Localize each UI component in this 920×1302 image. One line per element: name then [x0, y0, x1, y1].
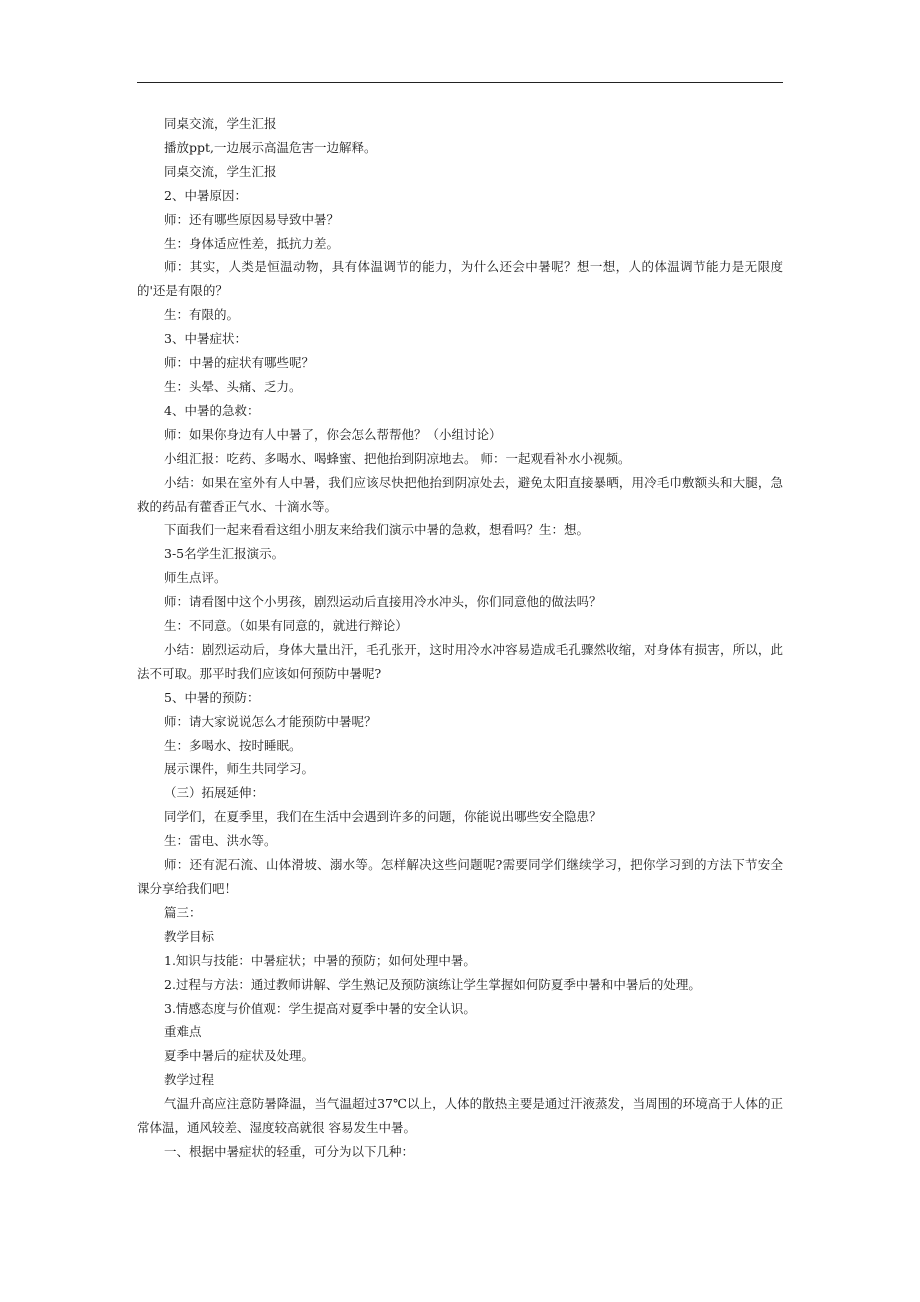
paragraph: 师：还有哪些原因易导致中暑？	[164, 211, 340, 227]
paragraph: 展示课件，师生共同学习。	[164, 761, 315, 777]
paragraph: 师生点评。	[164, 570, 227, 586]
paragraph: 师：请看图中这个小男孩，剧烈运动后直接用冷水冲头，你们同意他的做法吗？	[164, 594, 602, 610]
document-body	[137, 112, 783, 1164]
paragraph: 小结：剧烈运动后，身体大量出汗，毛孔张开，这时用冷水冲容易造成毛孔骤然收缩，对身体有损害，所以，此法不可取。那平时我们应该如何预防中暑呢?	[137, 641, 783, 681]
paragraph: 生：头晕、头痛、乏力。	[164, 378, 302, 394]
section-heading: 重难点	[164, 1024, 202, 1040]
section-heading: 篇三：	[164, 904, 202, 920]
list-item: 3.情感态度与价值观：学生提高对夏季中暑的安全认识。	[164, 1000, 476, 1016]
paragraph: 同桌交流，学生汇报	[164, 116, 277, 131]
paragraph: 同学们，在夏季里，我们在生活中会遇到许多的问题，你能说出哪些安全隐患？	[164, 809, 602, 825]
paragraph: 气温升高应注意防暑降温，当气温超过37℃以上，人体的散热主要是通过汗液蒸发，当周围的环境高于人体的正常体温，通风较差、湿度较高就很 容易发生中暑。	[137, 1096, 783, 1136]
paragraph: 生：身体适应性差，抵抗力差。	[164, 235, 340, 251]
paragraph: 生：雷电、洪水等。	[164, 833, 277, 849]
paragraph: 生：有限的。	[164, 307, 240, 323]
section-heading: 5、中暑的预防：	[164, 689, 260, 705]
header-rule	[137, 82, 783, 83]
paragraph: 3-5名学生汇报演示。	[164, 546, 285, 562]
paragraph: 小结：如果在室外有人中暑，我们应该尽快把他抬到阴凉处去，避免太阳直接暴晒，用冷毛巾敷额头和大腿，急救的药品有藿香正气水、十滴水等。	[137, 474, 783, 514]
paragraph: 师：中暑的症状有哪些呢？	[164, 355, 315, 371]
section-heading: 教学目标	[164, 928, 215, 944]
paragraph: 生：不同意。（如果有同意的，就进行辩论）	[164, 618, 408, 634]
paragraph: 师：其实，人类是恒温动物，具有体温调节的能力，为什么还会中暑呢？想一想，人的体温调节能力是无限度的'还是有限的？	[137, 259, 783, 299]
list-item: 1.知识与技能：中暑症状；中暑的预防；如何处理中暑。	[164, 952, 476, 968]
paragraph: 夏季中暑后的症状及处理。	[164, 1048, 315, 1064]
paragraph: 小组汇报：吃药、多喝水、喝蜂蜜、把他抬到阴凉地去。 师：一起观看补水小视频。	[164, 450, 631, 466]
section-heading: 3、中暑症状：	[164, 331, 247, 347]
paragraph: 生：多喝水、按时睡眠。	[164, 737, 302, 753]
paragraph: 播放ppt,一边展示高温危害一边解释。	[164, 139, 377, 155]
paragraph: 一、根据中暑症状的轻重，可分为以下几种：	[164, 1143, 415, 1159]
paragraph: 同桌交流，学生汇报	[164, 163, 277, 179]
paragraph: 师：请大家说说怎么才能预防中暑呢？	[164, 713, 377, 729]
section-heading: 4、中暑的急救：	[164, 402, 260, 418]
section-heading: 教学过程	[164, 1072, 215, 1088]
paragraph: 下面我们一起来看看这组小朋友来给我们演示中暑的急救，想看吗？生：想。	[164, 522, 590, 538]
section-heading: 2、中暑原因：	[164, 187, 247, 203]
paragraph: 师：如果你身边有人中暑了，你会怎么帮帮他？（小组讨论）	[164, 426, 502, 442]
section-heading: （三）拓展延伸：	[164, 785, 265, 801]
list-item: 2.过程与方法：通过教师讲解、学生熟记及预防演练让学生掌握如何防夏季中暑和中暑后的处理。	[164, 976, 701, 992]
paragraph: 师：还有泥石流、山体滑坡、溺水等。怎样解决这些问题呢?需要同学们继续学习，把你学习到的方法下节安全课分享给我们吧！	[137, 857, 783, 896]
